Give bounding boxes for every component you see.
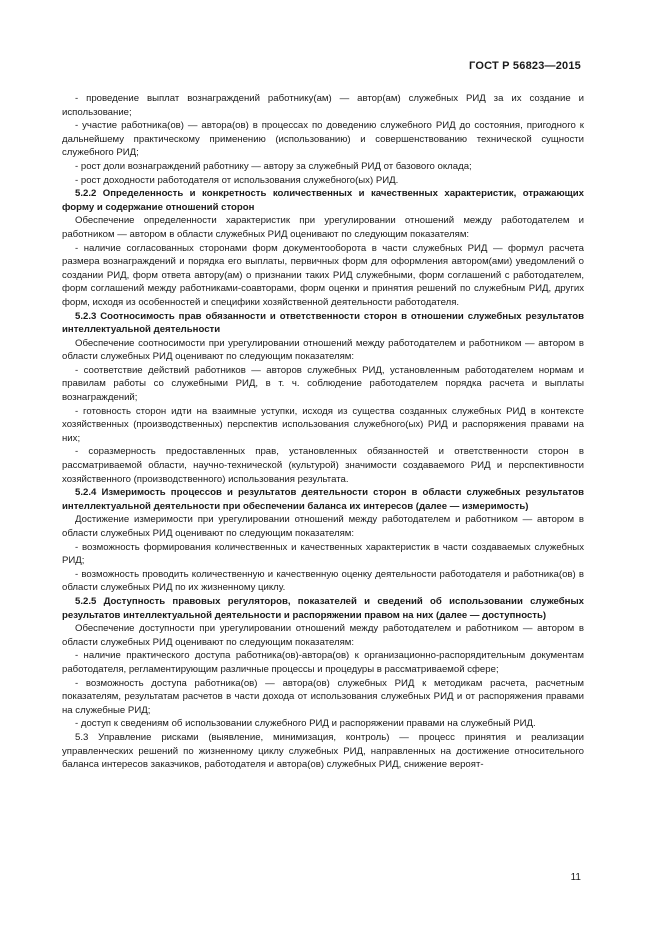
bullet-paragraph: - рост доли вознаграждений работнику — автору за служебный РИД от базового оклада; (75, 160, 472, 172)
bullet-paragraph: - наличие согласованных сторонами форм документооборота в части служебных РИД — формул расчета размера вознаграждений и порядка его выплаты, первичных форм для оформления автором(ами) уведомлений о создании РИД, форм ответа автору(ам) о признании таких РИД служебными, форм соглашений с работодателем, форм соглашений между работниками-соавторами, форм оценки и принятия решений по служебным РИД, других форм, исходя из особенностей и специфики хозяйственной деятельности работодателя. (62, 242, 584, 308)
bullet-paragraph: - возможность проводить количественную и качественную оценку деятельности работодателя и работника(ов) в области служебных РИД по их жизненному циклу. (62, 568, 584, 594)
section-heading-5-2-3: 5.2.3 Соотносимость прав обязанности и ответственности сторон в отношении служебных результатов интеллектуальной деятельности (62, 310, 584, 336)
bullet-paragraph: - соразмерность предоставленных прав, установленных обязанностей и ответственности сторон в рассматриваемой области, научно-технической (культурой) значимости создаваемого РИД и перспективности хозяйственного (производственного) использования результата. (62, 446, 584, 485)
section-heading-5-2-5: 5.2.5 Доступность правовых регуляторов, показателей и сведений об использовании служебных результатов интеллектуальной деятельности и распоряжении правом на них (далее — доступность) (62, 595, 584, 621)
body-paragraph: Достижение измеримости при урегулировании отношений между работодателем и работником — автором в области служебных РИД оценивают по следующим показателям: (62, 514, 584, 539)
bullet-paragraph: - возможность формирования количественных и качественных характеристик в части создаваемых служебных РИД; (62, 541, 584, 567)
standard-header: ГОСТ Р 56823—2015 (469, 60, 581, 72)
bullet-paragraph: - проведение выплат вознаграждений работнику(ам) — автор(ам) служебных РИД за их создание и использование; (62, 93, 584, 118)
document-body (62, 92, 584, 772)
bullet-paragraph: - возможность доступа работника(ов) — автора(ов) служебных РИД к методикам расчета, расчетным показателям, результатам расчетов в части дохода от использования служебных РИД и от распоряжения правами на служебные РИД; (62, 677, 584, 716)
section-5-3-paragraph: 5.3 Управление рисками (выявление, минимизация, контроль) — процесс принятия и реализации управленческих решений по жизненному циклу служебных РИД, направленных на достижение относительного баланса интересов заказчиков, работодателя и автора(ов) служебных РИД, снижение вероят- (62, 731, 584, 771)
section-heading-5-2-2: 5.2.2 Определенность и конкретность количественных и качественных характеристик, отражающих форму и содержание отношений сторон (62, 188, 584, 213)
bullet-paragraph: - доступ к сведениям об использовании служебного РИД и распоряжении правами на служебный РИД. (75, 718, 536, 730)
body-paragraph: Обеспечение определенности характеристик при урегулировании отношений между работодателем и работником — автором в области служебных РИД оценивают по следующим показателям: (62, 215, 584, 240)
body-paragraph: Обеспечение доступности при урегулировании отношений между работодателем и работником — автором в области служебных РИД оценивают по следующим показателям: (62, 623, 584, 648)
bullet-paragraph: - наличие практического доступа работника(ов)-автора(ов) к организационно-распорядительным документам работодателя, регламентирующим различные процессы и процедуры в рассматриваемой сфере; (62, 650, 584, 675)
page-number: 11 (570, 872, 581, 883)
bullet-paragraph: - участие работника(ов) — автора(ов) в процессах по доведению служебного РИД до состояния, пригодного к дальнейшему практическому применению (использованию) и совершенствованию технической сущности служебного РИД; (62, 120, 584, 159)
bullet-paragraph: - соответствие действий работников — авторов служебных РИД, установленным работодателем нормам и правилам работы со служебными РИД, в т. ч. соблюдение работодателем порядка расчета и выплаты вознаграждений; (62, 364, 584, 404)
bullet-paragraph: - рост доходности работодателя от использования служебного(ых) РИД. (75, 174, 399, 186)
body-paragraph: Обеспечение соотносимости при урегулировании отношений между работодателем и работником — автором в области служебных РИД оценивают по следующим показателям: (62, 337, 584, 363)
bullet-paragraph: - готовность сторон идти на взаимные уступки, исходя из существа созданных служебных РИД в контексте хозяйственных (производственных) перспектив использования служебного(ых) РИД и распоряжения правами на них; (62, 405, 584, 444)
section-heading-5-2-4: 5.2.4 Измеримость процессов и результатов деятельности сторон в области служебных результатов интеллектуальной деятельности при обеспечении баланса их интересов (далее — измеримость) (62, 487, 584, 512)
